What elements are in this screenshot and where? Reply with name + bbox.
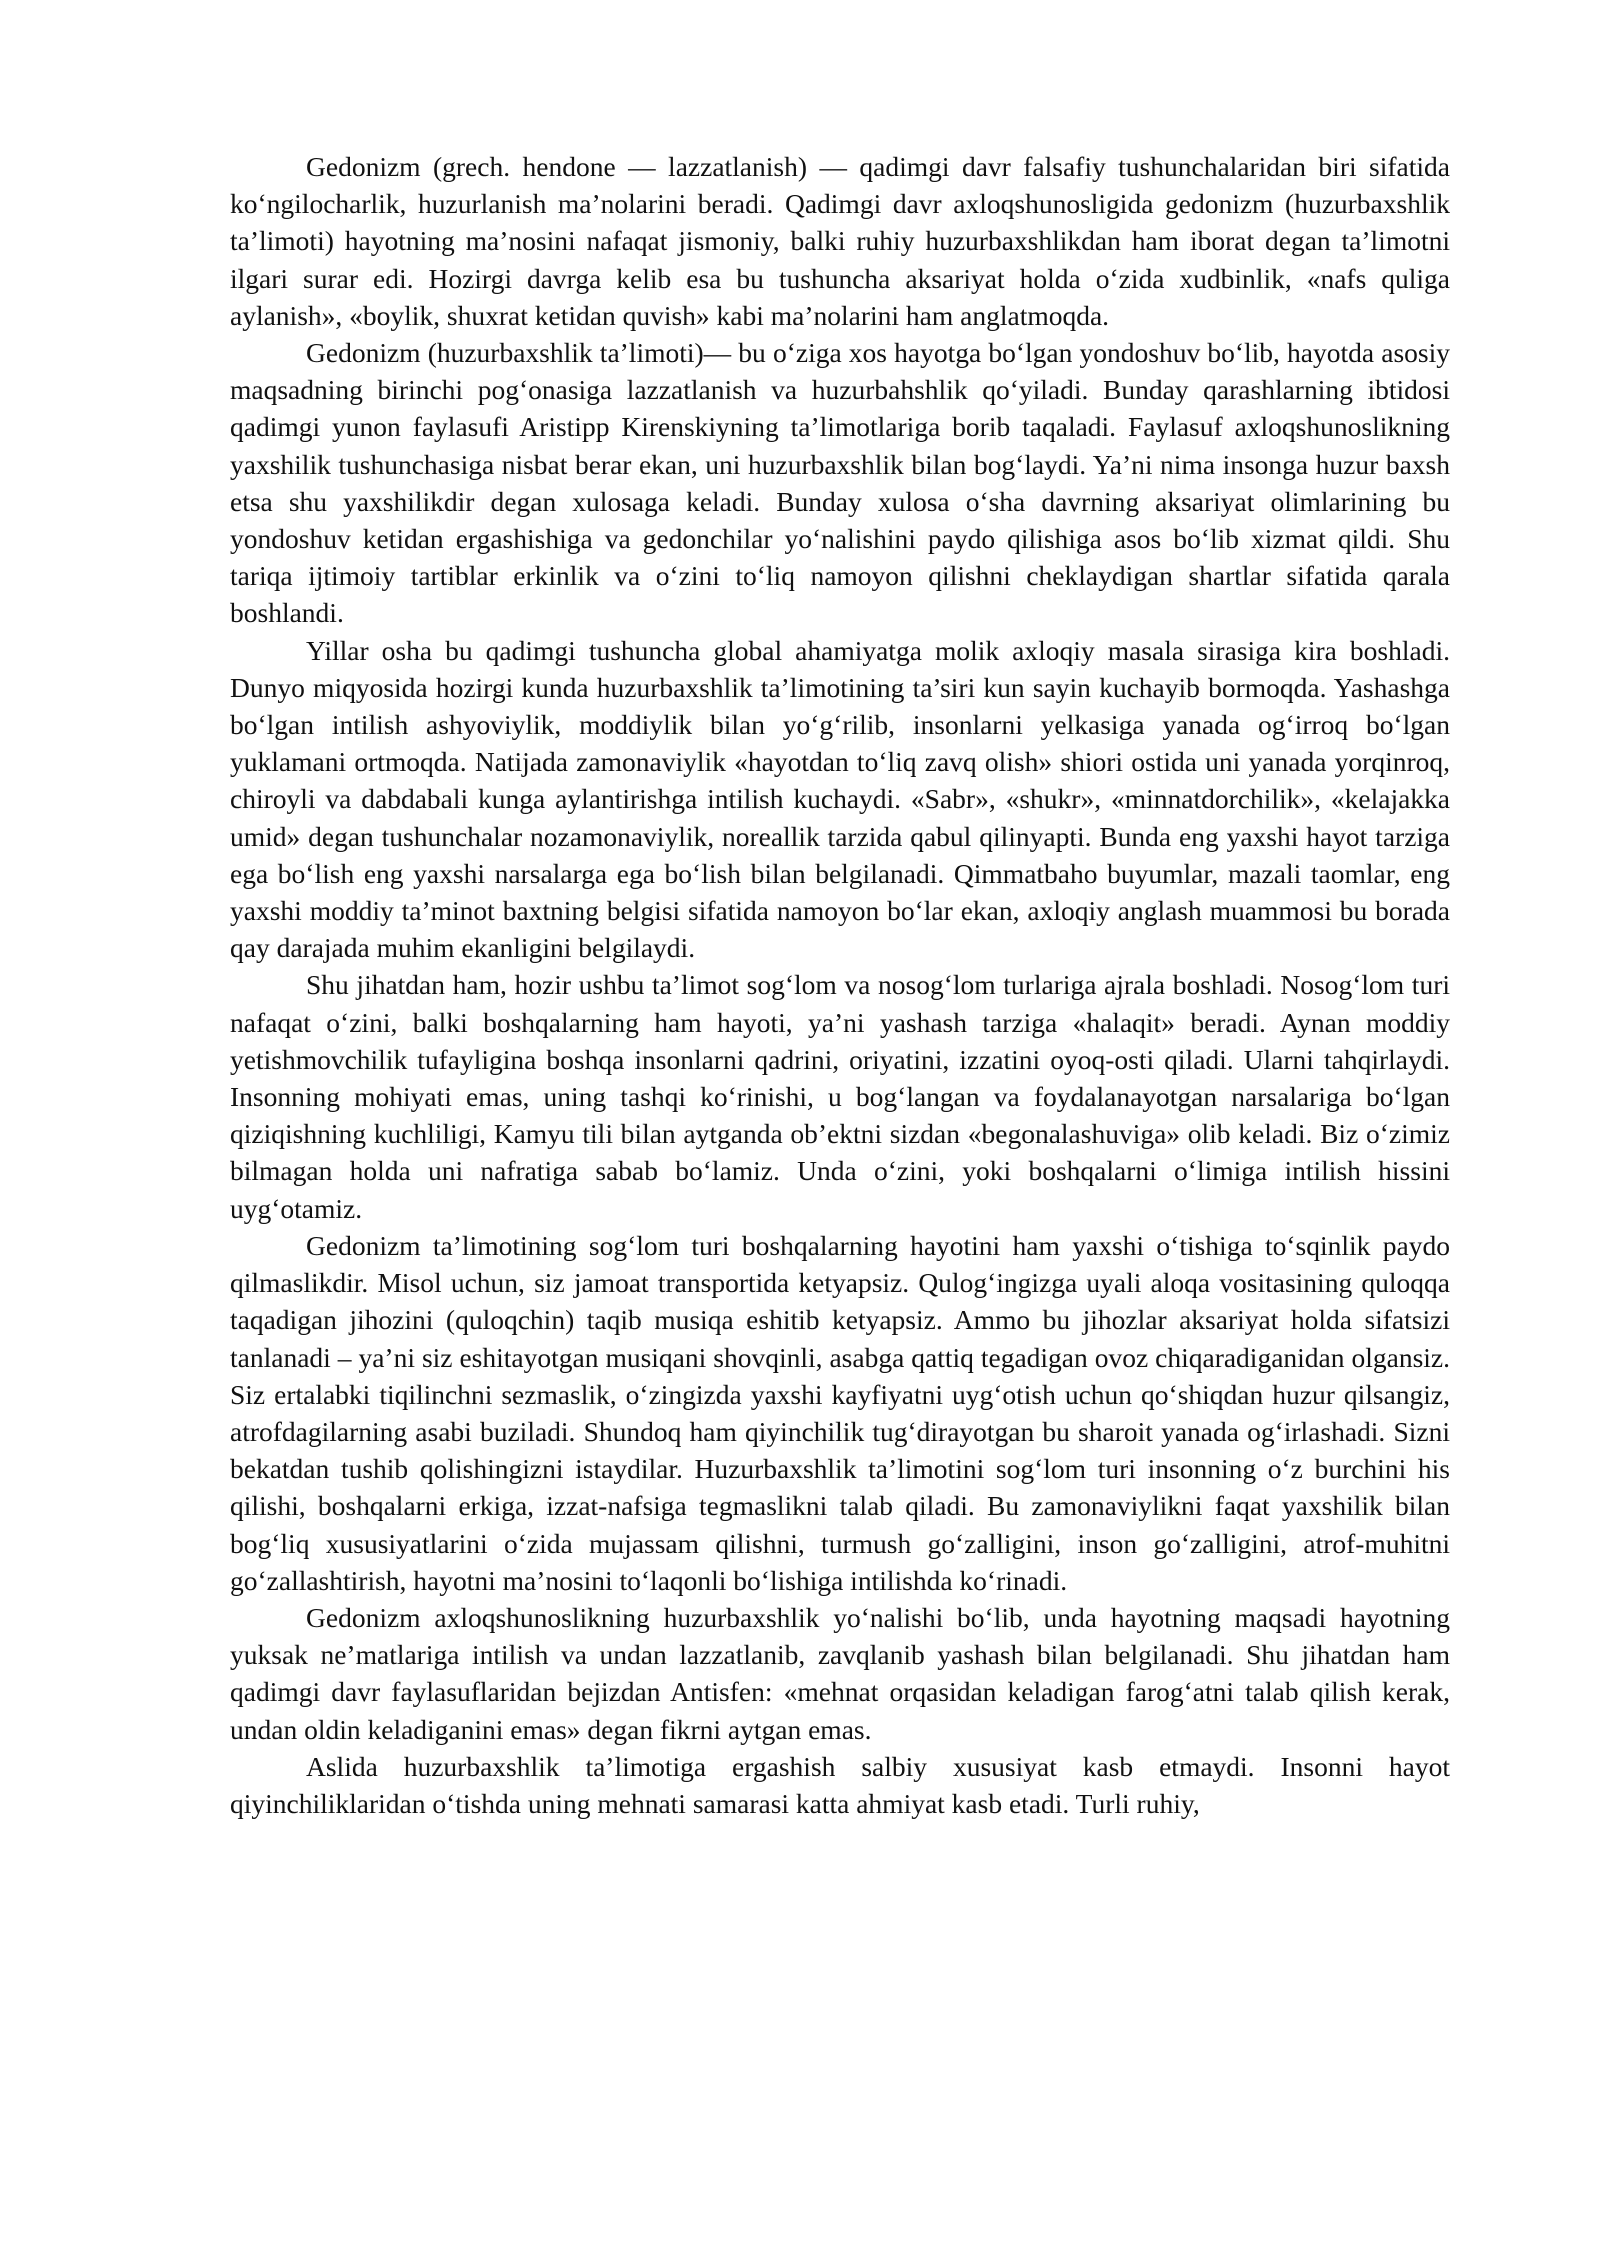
paragraph: Gedonizm (huzurbaxshlik ta’limoti)— bu o‘ziga xos hayotga bo‘lgan yondoshuv bo‘lib, hayotda asosiy maqsadning birinchi pog‘onasiga lazzatlanish va huzurbahshlik qo‘yiladi. Bunday qarashlarning ibtidosi qadimgi yunon faylasufi Aristipp Kirenskiyning ta’limotlariga borib taqaladi. Faylasuf axloqshunoslikning yaxshilik tushunchasiga nisbat berar ekan, uni huzurbaxshlik bilan bog‘laydi. Ya’ni nima insonga huzur baxsh etsa shu yaxshilikdir degan xulosaga keladi. Bunday xulosa o‘sha davrning aksariyat olimlarining bu yondoshuv ketidan ergashishiga va gedonchilar yo‘nalishini paydo qilishiga asos bo‘lib xizmat qildi. Shu tariqa ijtimoiy tartiblar erkinlik va o‘zini to‘liq namoyon qilishni cheklaydigan shartlar sifatida qarala boshlandi.	[230, 337, 1450, 629]
paragraph: Shu jihatdan ham, hozir ushbu ta’limot sog‘lom va nosog‘lom turlariga ajrala boshladi. Nosog‘lom turi nafaqat o‘zini, balki boshqalarning ham hayoti, ya’ni yashash tarziga «halaqit» beradi. Aynan moddiy yetishmovchilik tufayligina boshqa insonlarni qadrini, oriyatini, izzatini oyoq-osti qiladi. Ularni tahqirlaydi. Insonning mohiyati emas, uning tashqi ko‘rinishi, u bog‘langan va foydalanayotgan narsalariga bo‘lgan qiziqishning kuchliligi, Kamyu tili bilan aytganda ob’ektni sizdan «begonalashuviga» olib keladi. Biz o‘zimiz bilmagan holda uni nafratiga sabab bo‘lamiz. Unda o‘zini, yoki boshqalarni o‘limiga intilish hissini uyg‘otamiz.	[230, 969, 1450, 1224]
paragraph: Yillar osha bu qadimgi tushuncha global ahamiyatga molik axloqiy masala sirasiga kira boshladi. Dunyo miqyosida hozirgi kunda huzurbaxshlik ta’limotining ta’siri kun sayin kuchayib bormoqda. Yashashga bo‘lgan intilish ashyoviylik, moddiylik bilan yo‘g‘rilib, insonlarni yelkasiga yanada og‘irroq bo‘lgan yuklamani ortmoqda. Natijada zamonaviylik «hayotdan to‘liq zavq olish» shiori ostida uni yanada yorqinroq, chiroyli va dabdabali kunga aylantirishga intilish kuchaydi. «Sabr», «shukr», «minnatdorchilik», «kelajakka umid» degan tushunchalar nozamonaviylik, noreallik tarzida qabul qilinyapti. Bunda eng yaxshi hayot tarziga ega bo‘lish eng yaxshi narsalarga ega bo‘lish bilan belgilanadi. Qimmatbaho buyumlar, mazali taomlar, eng yaxshi moddiy ta’minot baxtning belgisi sifatida namoyon bo‘lar ekan, axloqiy anglash muammosi bu borada qay darajada muhim ekanligini belgilaydi.	[230, 634, 1450, 964]
paragraph: Aslida huzurbaxshlik ta’limotiga ergashish salbiy xususiyat kasb etmaydi. Insonni hayot qiyinchiliklaridan o‘tishda uning mehnati samarasi katta ahmiyat kasb etadi. Turli ruhiy,	[230, 1750, 1450, 1819]
document-body	[230, 148, 1450, 1822]
paragraph: Gedonizm axloqshunoslikning huzurbaxshlik yo‘nalishi bo‘lib, unda hayotning maqsadi hayotning yuksak ne’matlariga intilish va undan lazzatlanib, zavqlanib yashash bilan belgilanadi. Shu jihatdan ham qadimgi davr faylasuflaridan bejizdan Antisfen: «mehnat orqasidan keladigan farog‘atni talab qilish kerak, undan oldin keladiganini emas» degan fikrni aytgan emas.	[230, 1601, 1450, 1745]
paragraph: Gedonizm (grech. hendone — lazzatlanish) — qadimgi davr falsafiy tushunchalaridan biri sifatida ko‘ngilocharlik, huzurlanish ma’nolarini beradi. Qadimgi davr axloqshunosligida gedonizm (huzurbaxshlik ta’limoti) hayotning ma’nosini nafaqat jismoniy, balki ruhiy huzurbaxshlikdan ham iborat degan ta’limotni ilgari surar edi. Hozirgi davrga kelib esa bu tushuncha aksariyat holda o‘zida xudbinlik, «nafs quliga aylanish», «boylik, shuxrat ketidan quvish» kabi ma’nolarini ham anglatmoqda.	[230, 151, 1450, 331]
paragraph: Gedonizm ta’limotining sog‘lom turi boshqalarning hayotini ham yaxshi o‘tishiga to‘sqinlik paydo qilmaslikdir. Misol uchun, siz jamoat transportida ketyapsiz. Qulog‘ingizga uyali aloqa vositasining quloqqa taqadigan jihozini (quloqchin) taqib musiqa eshitib ketyapsiz. Ammo bu jihozlar aksariyat holda sifatsizi tanlanadi – ya’ni siz eshitayotgan musiqani shovqinli, asabga qattiq tegadigan ovoz chiqaradiganidan olgansiz. Siz ertalabki tiqilinchni sezmaslik, o‘zingizda yaxshi kayfiyatni uyg‘otish uchun qo‘shiqdan huzur qilsangiz, atrofdagilarning asabi buziladi. Shundoq ham qiyinchilik tug‘dirayotgan bu sharoit yanada og‘irlashadi. Sizni bekatdan tushib qolishingizni istaydilar. Huzurbaxshlik ta’limotini sog‘lom turi insonning o‘z burchini his qilishi, boshqalarni erkiga, izzat-nafsiga tegmaslikni talab qiladi. Bu zamonaviylikni faqat yaxshilik bilan bog‘liq xususiyatlarini o‘zida mujassam qilishni, turmush go‘zalligini, inson go‘zalligini, atrof-muhitni go‘zallashtirish, hayotni ma’nosini to‘laqonli bo‘lishiga intilishda ko‘rinadi.	[230, 1229, 1450, 1596]
